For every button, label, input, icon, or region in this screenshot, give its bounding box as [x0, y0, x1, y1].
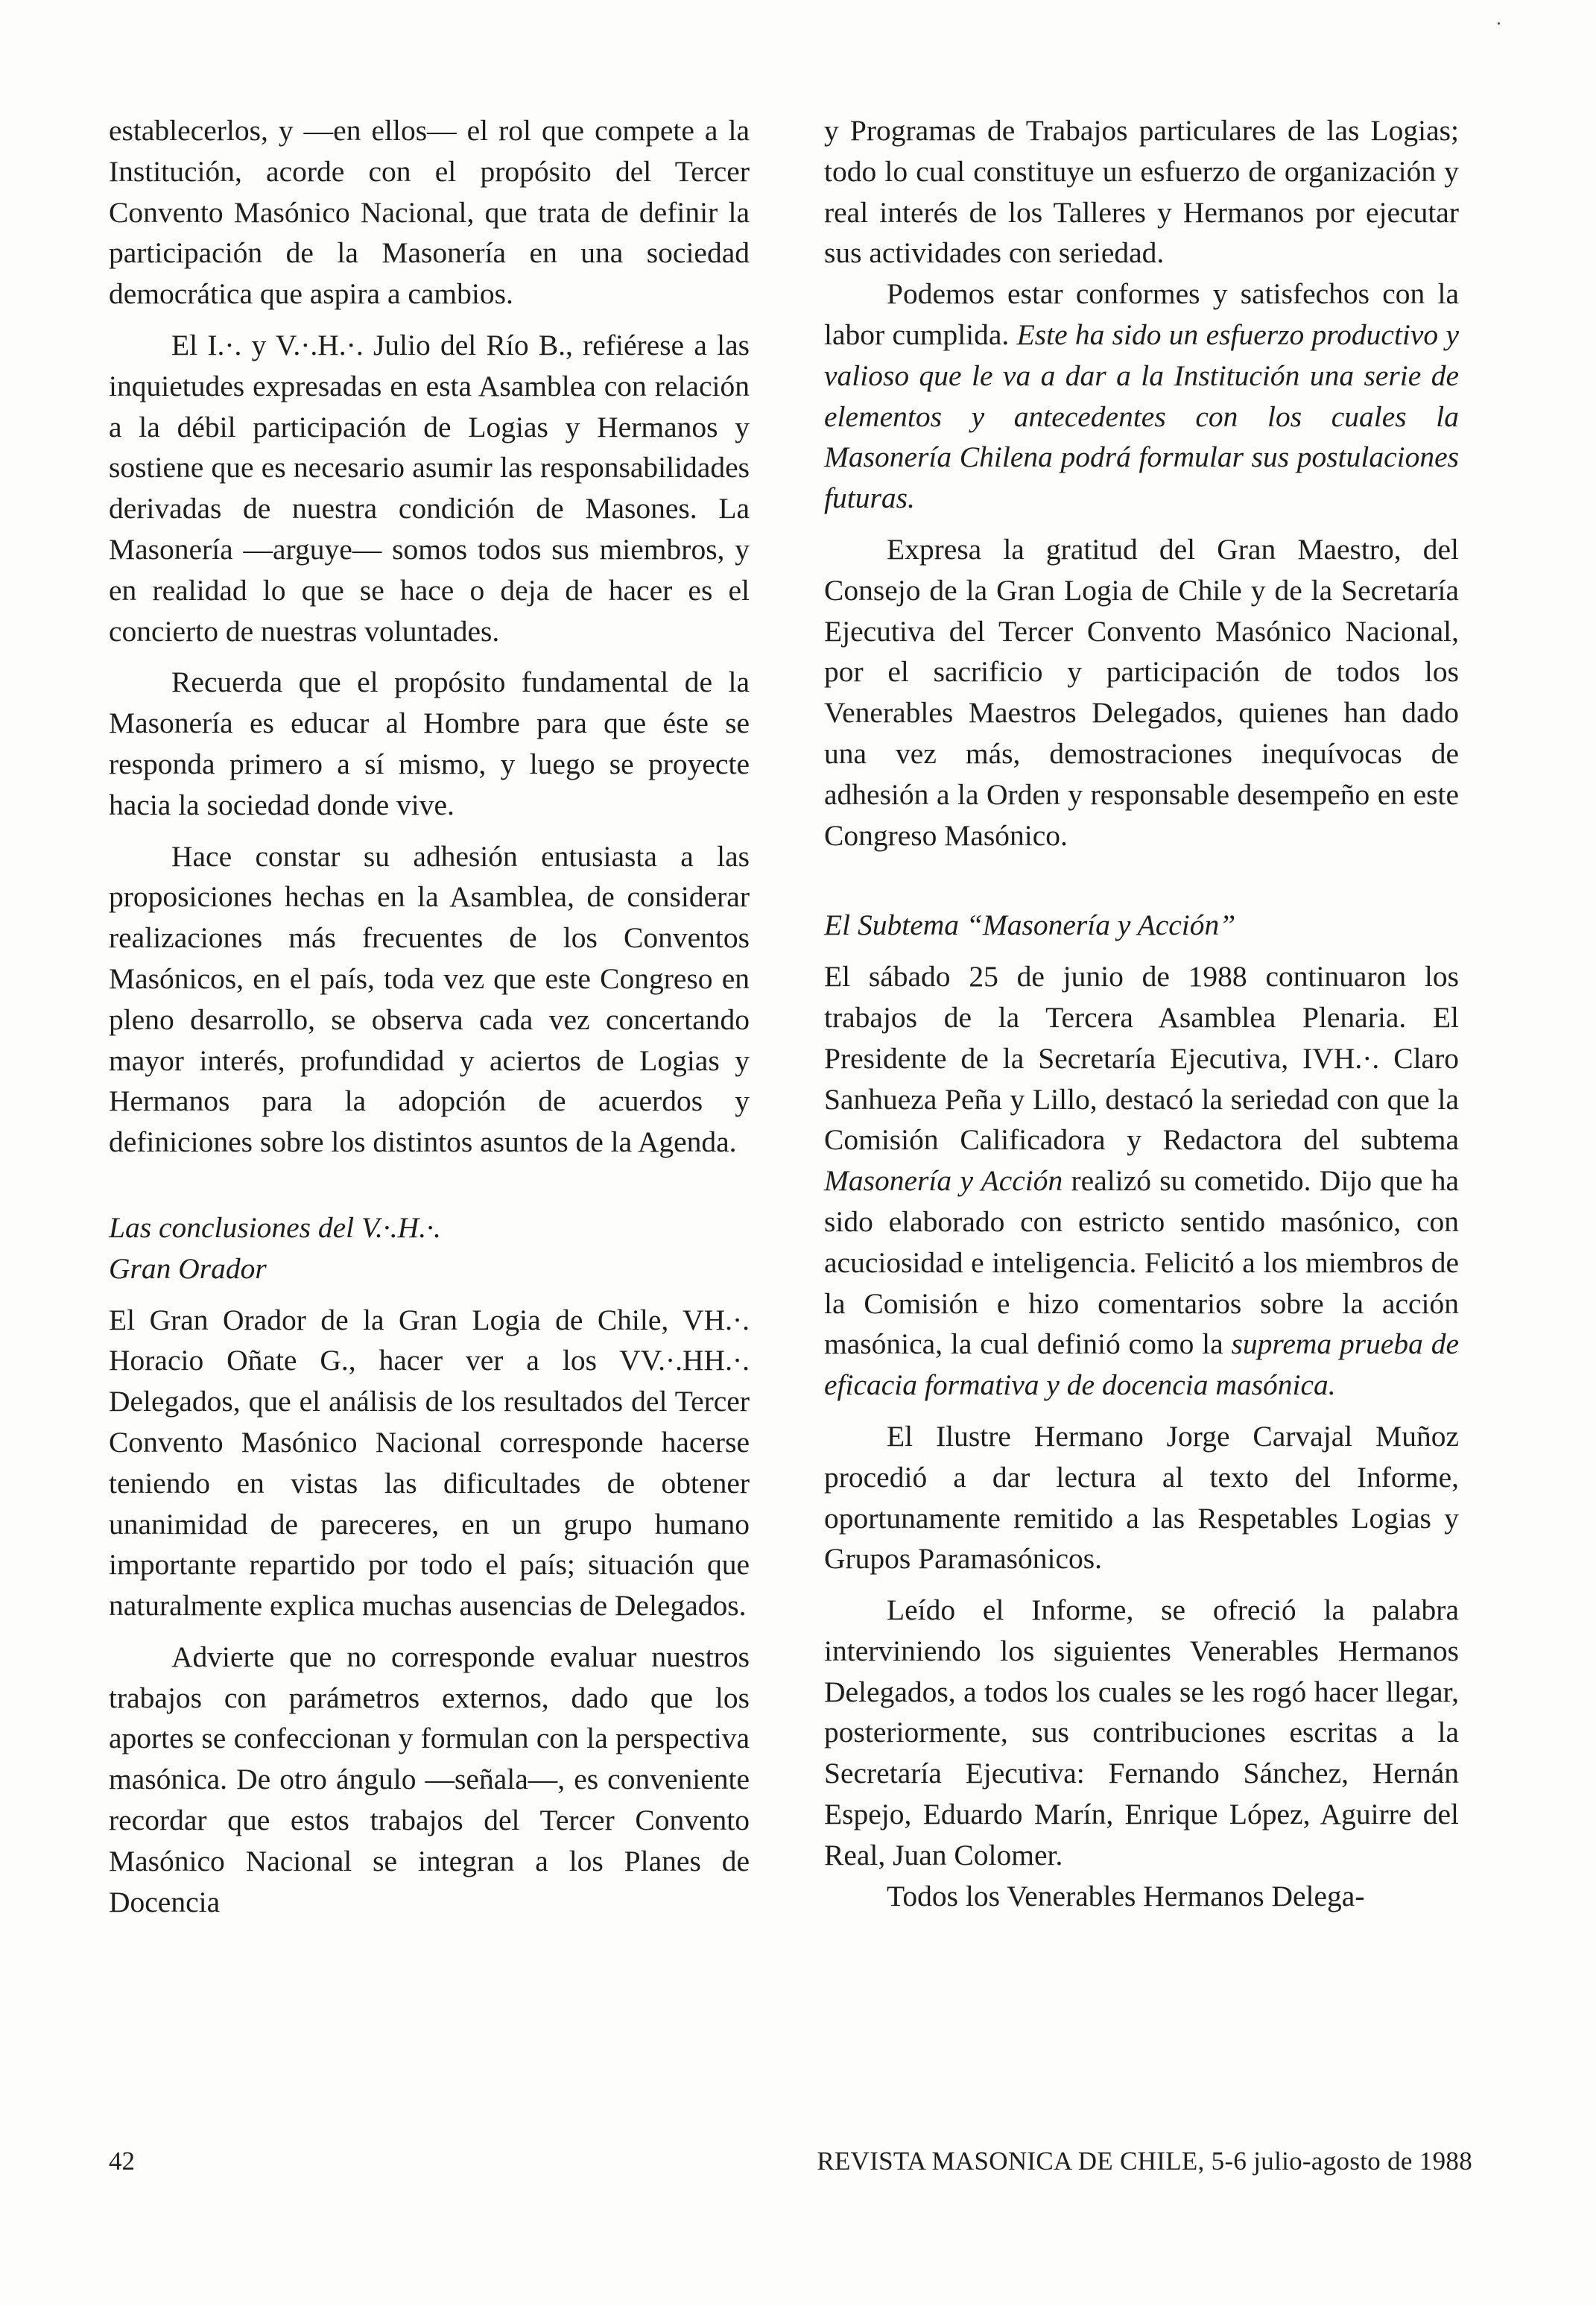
journal-footer: REVISTA MASONICA DE CHILE, 5-6 julio-agosto de 1988: [817, 2147, 1472, 2176]
paragraph: [824, 956, 1459, 1406]
paragraph: Todos los Venerables Hermanos Delega-: [887, 1879, 1365, 1912]
left-column: [109, 110, 750, 1922]
italic-text: suprema prueba de eficacia formativa y de docencia masónica.: [824, 1327, 1460, 1402]
paragraph: y Programas de Trabajos particulares de las Logias; todo lo cual constituye un esfuerzo de organización y real interés de los Talleres y Hermanos por ejecutar sus actividades con seriedad.: [824, 114, 1459, 270]
section-heading: El Subtema “Masonería y Acción”: [824, 909, 1236, 942]
paragraph: [824, 274, 1459, 519]
heading-line: Las conclusiones del V.·.H.·.: [109, 1210, 441, 1244]
paragraph: Expresa la gratitud del Gran Maestro, del Consejo de la Gran Logia de Chile y de la Secretaría Ejecutiva del Tercer Convento Masónico Nacional, por el sacrificio y participación de todos los Venerables Maestros Delegados, quienes han dado una vez más, demostraciones inequívocas de adhesión a la Orden y responsable desempeño en este Congreso Masónico.: [824, 532, 1459, 852]
paragraph: El Gran Orador de la Gran Logia de Chile, VH.·. Horacio Oñate G., hacer ver a los VV.·.HH.·. Delegados, que el análisis de los resultados del Tercer Convento Masónico Nacional corresponde hacerse teniendo en vistas las dificultades de obtener unanimidad de pareceres, en un grupo humano importante repartido por todo el país; situación que naturalmente explica muchas ausencias de Delegados.: [109, 1303, 750, 1623]
paragraph: Hace constar su adhesión entusiasta a las proposiciones hechas en la Asamblea, de considerar realizaciones más frecuentes de los Conventos Masónicos, en el país, toda vez que este Congreso en pleno desarrollo, se observa cada vez concertando mayor interés, profundidad y aciertos de Logias y Hermanos para la adopción de acuerdos y definiciones sobre los distintos asuntos de la Agenda.: [109, 839, 750, 1159]
text-run: Podemos estar conformes y satisfechos con la labor cumplida.: [824, 277, 1459, 351]
scan-speck: [1498, 22, 1500, 25]
page-number: 42: [109, 2147, 135, 2176]
text-run: El sábado 25 de junio de 1988 continuaron los trabajos de la Tercera Asamblea Plenaria. El Presidente de la Secretaría Ejecutiva, IVH.·. Claro Sanhueza Peña y Lillo, destacó la seriedad con que la Comisión Calificadora y Redactora del subtema: [824, 960, 1459, 1157]
heading-line: Gran Orador: [109, 1251, 267, 1285]
paragraph: Recuerda que el propósito fundamental de la Masonería es educar al Hombre para que éste se responda primero a sí mismo, y luego se proyecte hacia la sociedad donde vive.: [109, 666, 750, 821]
paragraph: Advierte que no corresponde evaluar nuestros trabajos con parámetros externos, dado que los aportes se confeccionan y formulan con la perspectiva masónica. De otro ángulo —señala—, es conveniente recordar que estos trabajos del Tercer Convento Masónico Nacional se integran a los Planes de Docencia: [109, 1640, 750, 1918]
paragraph: Leído el Informe, se ofreció la palabra interviniendo los siguientes Venerables Hermanos Delegados, a todos los cuales se les rogó hacer llegar, posteriormente, sus contribuciones escritas a la Secretaría Ejecutiva: Fernando Sánchez, Hernán Espejo, Eduardo Marín, Enrique López, Aguirre del Real, Juan Colomer.: [824, 1593, 1459, 1871]
paragraph: establecerlos, y —en ellos— el rol que compete a la Institución, acorde con el propósito del Tercer Convento Masónico Nacional, que trata de definir la participación de la Masonería en una sociedad democrática que aspira a cambios.: [109, 114, 750, 311]
italic-text: Masonería y Acción: [824, 1164, 1063, 1198]
italic-text: Este ha sido un esfuerzo productivo y valioso que le va a dar a la Institución una serie de elementos y antecedentes con los cuales la Masonería Chilena podrá formular sus postulaciones futuras.: [824, 318, 1459, 515]
paragraph: El I.·. y V.·.H.·. Julio del Río B., refiérese a las inquietudes expresadas en esta Asamblea con relación a la débil participación de Logias y Hermanos y sostiene que es necesario asumir las responsabilidades derivadas de nuestra condición de Masones. La Masonería —arguye— somos todos sus miembros, y en realidad lo que se hace o deja de hacer es el concierto de nuestras voluntades.: [109, 328, 750, 648]
section-heading: [109, 1207, 750, 1289]
right-column: [824, 110, 1459, 1916]
text-run: realizó su cometido. Dijo que ha sido elaborado con estricto sentido masónico, con acuciosidad e inteligencia. Felicitó a los miembros de la Comisión e hizo comentarios sobre la acción masónica, la cual definió como la: [824, 1164, 1459, 1361]
paragraph: El Ilustre Hermano Jorge Carvajal Muñoz procedió a dar lectura al texto del Informe, oportunamente remitido a las Respetables Logias y Grupos Paramasónicos.: [824, 1419, 1459, 1576]
